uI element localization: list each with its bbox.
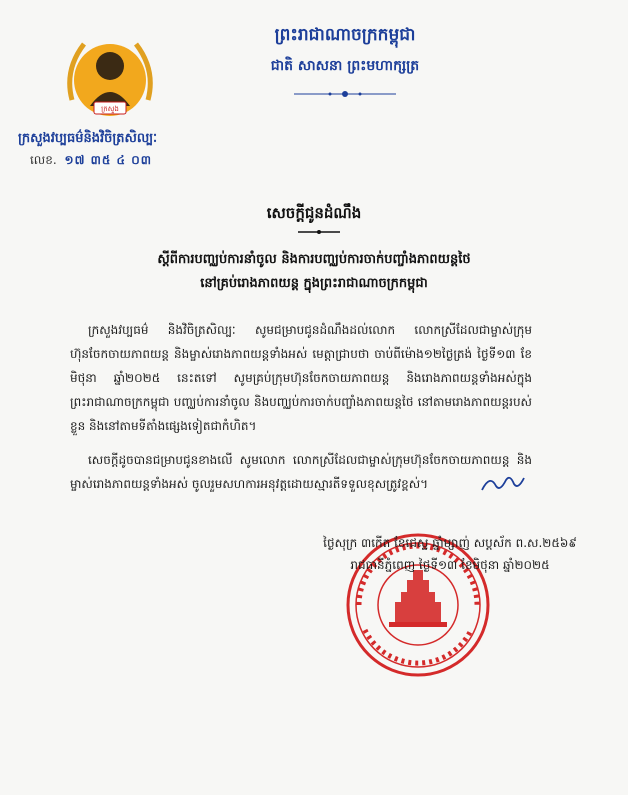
lunar-date: ថ្ងៃសុក្រ ៣កើត ខែជេស្ឋ ឆ្នាំម្សាញ់ សប្តស័ក ព.ស.២៥៦៩ [323,536,577,550]
subject-line-2: នៅគ្រប់រោងភាពយន្ត ក្នុងព្រះរាជាណាចក្រកម្ពុជា [200,276,428,291]
national-motto: ជាតិ សាសនា ព្រះមហាក្សត្រ [270,58,420,74]
title-divider-icon [296,228,342,236]
kingdom-heading: ព្រះរាជាណាចក្រកម្ពុជា [274,25,416,45]
reference-label: លេខ. [30,153,57,167]
reference-value: ១៧ ៣៥ ៤ ០៣ [64,153,152,167]
logo-label: ក្រសួង [101,105,119,113]
body-paragraph-1: ក្រសួងវប្បធម៌ និងវិចិត្រសិល្បៈ សូមជម្រាបជូនដំណឹងដល់លោក លោកស្រីដែលជាម្ចាស់ក្រុមហ៊ុនចែកចាយភាពយន្ត និងម្ចាស់រោងភាពយន្តទាំងអស់ មេត្តាជ្រាបថា ចាប់ពីម៉ោង១២ថ្ងៃត្រង់ ថ្ងៃទី១៣ ខែមិថុនា ឆ្នាំ២០២៥ នេះតទៅ សូមគ្រប់ក្រុមហ៊ុនចែកចាយភាពយន្ត និងរោងភាពយន្តទាំងអស់ក្នុងព្រះរាជាណាចក្រកម្ពុជា បញ្ឈប់ការនាំចូល និងបញ្ឈប់ការចាក់បញ្ចាំងភាពយន្តថៃ នៅតាមរោងភាពយន្តរបស់ខ្លួន និងនៅតាមទីតាំងផ្សេងទៀតជាកំហិត។ [70,323,532,433]
decorative-divider-icon [290,88,400,100]
initial-signature-icon [478,470,526,496]
ministry-logo-icon [62,30,158,126]
document-subject [60,248,568,296]
reference-number [30,152,152,170]
date-block [300,532,600,576]
solar-date: រាជធានីភ្នំពេញ ថ្ងៃទី១៣ ខែមិថុនា ឆ្នាំ២០២៥ [350,558,550,572]
body-paragraph-2: សេចក្ដីដូចបានជម្រាបជូនខាងលើ សូមលោក លោកស្រីដែលជាម្ចាស់ក្រុមហ៊ុនចែកចាយភាពយន្ត និងម្ចាស់រោងភាពយន្តទាំងអស់ ចូលរួមសហការអនុវត្តដោយស្មារតីទទួលខុសត្រូវខ្ពស់។ [70,453,532,491]
document-title: សេចក្ដីជូនដំណឹង [266,204,362,222]
ministry-name: ក្រសួងវប្បធម៌និងវិចិត្រសិល្បៈ [18,131,158,146]
subject-line-1: ស្ដីពីការបញ្ឈប់ការនាំចូល និងការបញ្ឈប់ការចាក់បញ្ចាំងភាពយន្តថៃ [157,252,471,267]
